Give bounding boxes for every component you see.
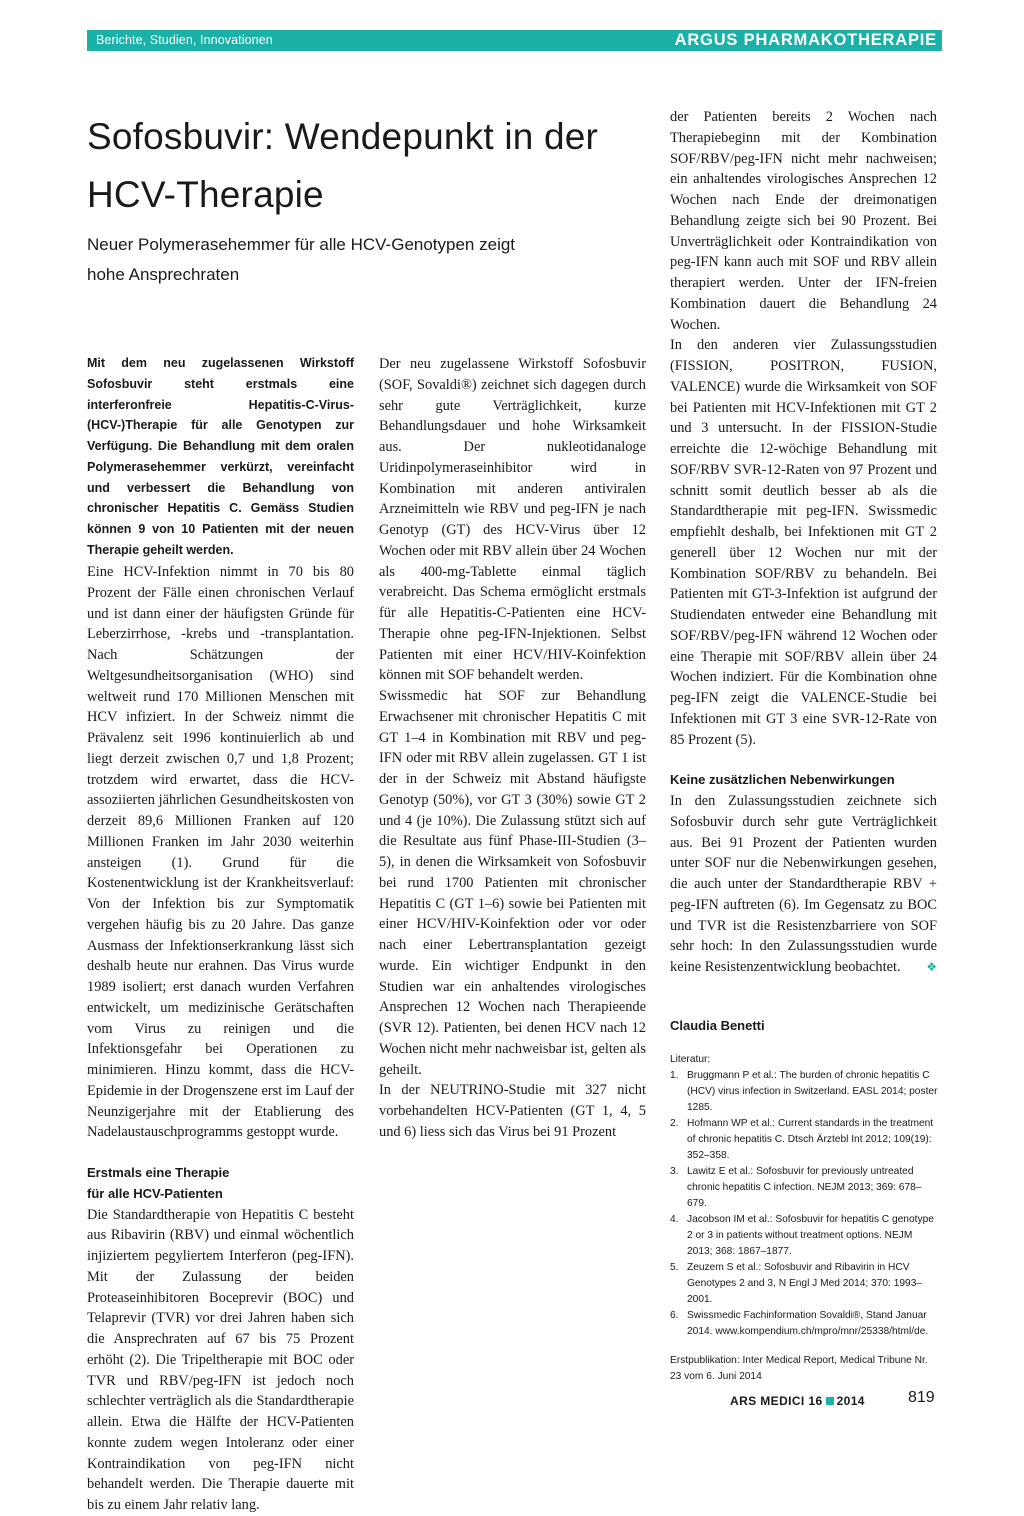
reference-item [670, 1212, 940, 1260]
subheading-block [670, 770, 937, 791]
reference-text: Lawitz E et al.: Sofosbuvir for previously untreated chronic hepatitis C infection. NEJM 2013; 369: 678–679. [687, 1166, 922, 1209]
subheading-block [87, 1163, 354, 1205]
subheading-line: Erstmals eine Therapie [87, 1165, 230, 1180]
body-paragraph: Der neu zugelassene Wirkstoff Sofosbuvir (SOF, Sovaldi®) zeichnet sich dagegen durch sehr gute Verträglichkeit, kurze Behandlungsdauer und hohe Wirksamkeit aus. Der nukleotidanaloge Uridinpolymeraseinhibitor wird in Kombination mit anderen antiviralen Arzneimitteln wie RBV und peg-IFN je nach Genotyp (GT) des HCV-Virus über 12 Wochen oder mit RBV allein über 24 Wochen als 400-mg-Tablette einmal täglich verabreicht. Das Schema ermöglicht erstmals für alle Hepatitis-C-Patienten eine HCV-Therapie ohne peg-IFN-Injektionen. Selbst Patienten mit einer HCV/HIV-Koinfektion können mit SOF behandelt werden. [379, 356, 646, 684]
reference-text: Jacobson IM et al.: Sofosbuvir for hepatitis C genotype 2 or 3 in patients without treatment options. NEJM 2013; 368: 1867–1877. [687, 1214, 934, 1257]
article-subtitle: Neuer Polymerasehemmer für alle HCV-Genotypen zeigt hohe Ansprechraten [87, 235, 516, 284]
reference-text: Bruggmann P et al.: The burden of chronic hepatitis C (HCV) virus infection in Switzerland. EASL 2014; poster 1285. [687, 1070, 938, 1113]
body-paragraph: In den anderen vier Zulassungsstudien (FISSION, POSITRON, FUSION, VALENCE) wurde die Wirksamkeit von SOF bei Patienten mit HCV-Infektionen mit GT 2 und 3 untersucht. In der FISSION-Studie erreichte die 12-wöchige Behandlung mit SOF/RBV SVR-12-Raten von 97 Prozent und schnitt somit deutlich besser ab als die Standardtherapie mit peg-IFN. Swissmedic empfiehlt deshalb, bei Infektionen mit GT 2 generell über 12 Wochen nur mit der Kombination SOF/RBV zu behandeln. Bei Patienten mit GT-3-Infektion ist aufgrund der Studiendaten entweder eine Behandlung mit SOF/RBV/peg-IFN während 12 Wochen oder eine Therapie mit SOF/RBV allein über 24 Wochen indiziert. Für die Kombination ohne peg-IFN zeigt die VALENCE-Studie bei Infektionen mit GT 3 eine SVR-12-Rate von 85 Prozent (5). [670, 337, 937, 748]
reference-number: 1. [670, 1070, 679, 1081]
p2-text: Die Standardtherapie von Hepatitis C besteht aus Ribavirin (RBV) und einmal wöchentlich injiziertem pegyliertem Interferon (peg-IFN). Mit der Zulassung der beiden Proteaseinhibitoren Boceprevir (BOC) und Telaprevir (TVR) vor drei Jahren haben sich die Ansprechraten auf 67 bis 75 Prozent erhöht (2). Die Tripeltherapie mit BOC oder TVR und RBV/peg-IFN ist jedoch noch schlechter verträglich als die Standardtherapie allein. Etwa die Hälfte der HCV-Patienten konnte zudem wegen Intoleranz oder einer Kontraindikation von peg-IFN nicht behandelt werden. Die Therapie dauerte mit bis zu einem Jahr relativ lang. [87, 1206, 354, 1513]
reference-number: 5. [670, 1262, 679, 1273]
reference-text: Swissmedic Fachinformation Sovaldi®, Stand Januar 2014. www.kompendium.ch/mpro/mnr/25338/html/de. [687, 1310, 929, 1337]
page-number: 819 [908, 1389, 935, 1406]
references-heading: Literatur: [670, 1054, 711, 1065]
end-mark-icon: ❖ [926, 960, 937, 974]
column-2 [379, 354, 646, 1143]
reference-item [670, 1116, 940, 1164]
section-label: Berichte, Studien, Innovationen [96, 33, 273, 47]
lead-paragraph: Mit dem neu zugelassenen Wirkstoff Sofosbuvir steht erstmals eine interferonfreie Hepatitis-C-Virus-(HCV-)Therapie für alle Genotypen zur Verfügung. Die Behandlung mit dem oralen Polymerasehemmer verkürzt, vereinfacht und verbessert die Behandlung von chronischer Hepatitis C. Gemäss Studien können 9 von 10 Patienten mit der neuen Therapie geheilt werden. [87, 356, 354, 557]
square-bullet-icon [826, 1397, 834, 1405]
reference-item [670, 1068, 940, 1116]
footer-journal: ARS MEDICI 16 [730, 1394, 823, 1408]
reference-item [670, 1164, 940, 1212]
reference-list [670, 1068, 940, 1340]
subheading-line: für alle HCV-Patienten [87, 1185, 223, 1201]
footer-publication [730, 1394, 865, 1408]
p7-text: In den Zulassungsstudien zeichnete sich Sofosbuvir durch sehr gute Verträglichkeit aus. Bei 91 Prozent der Patienten wurden unter SOF nur die Nebenwirkungen gesehen, die auch unter der Standardtherapie RBV + peg-IFN auftreten (6). Im Gegensatz zu BOC und TVR ist die Resistenzbarriere von SOF sehr hoch: In den Zulassungsstudien wurde keine Resistenzentwicklung beobachtet. [670, 793, 937, 975]
column-3 [670, 107, 937, 978]
column-1 [87, 562, 354, 1516]
journal-name: ARGUS PHARMAKOTHERAPIE [674, 31, 937, 49]
first-publication-note: Erstpublikation: Inter Medical Report, Medical Tribune Nr. 23 vom 6. Juni 2014 [670, 1355, 928, 1382]
author-name: Claudia Benetti [670, 1018, 765, 1033]
footer-year: 2014 [836, 1394, 865, 1408]
body-paragraph [670, 791, 937, 978]
reference-number: 6. [670, 1310, 679, 1321]
subheading-line: Keine zusätzlichen Nebenwirkungen [670, 772, 895, 788]
body-paragraph: der Patienten bereits 2 Wochen nach Therapiebeginn mit der Kombination SOF/RBV/peg-IFN nicht mehr nachweisen; ein anhaltendes virologisches Ansprechen 12 Wochen nach Ende der dreimonatigen Behandlung zeigte sich bei 90 Prozent. Bei Unverträglichkeit oder Kontraindikation von peg-IFN kann auch mit SOF und RBV allein therapiert werden. Unter der IFN-freien Kombination dauert die Behandlung 24 Wochen. [670, 109, 937, 333]
body-paragraph: Eine HCV-Infektion nimmt in 70 bis 80 Prozent der Fälle einen chronischen Verlauf und ist dann einer der häufigsten Gründe für Leberzirrhose, -krebs und -transplantation. Nach Schätzungen der Weltgesundheitsorganisation (WHO) sind weltweit rund 170 Millionen Menschen mit HCV infiziert. In der Schweiz nimmt die Prävalenz seit 1996 kontinuierlich ab und liegt derzeit zwischen 0,7 und 1,8 Prozent; trotzdem wird erwartet, dass die HCV-assoziierten jährlichen Gesundheitskosten von derzeit 89,6 Millionen Franken auf 120 Millionen Franken im Jahr 2030 weiterhin ansteigen (1). Grund für die Kostenentwicklung ist der Krankheitsverlauf: Von der Infektion bis zur Symptomatik vergehen häufig bis zu 20 Jahre. Das ganze Ausmass der Infektionserkrankung lässt sich deshalb heute nur erahnen. Das Virus wurde 1989 isoliert; erst danach wurden Verfahren entwickelt, um medizinische Gerätschaften vom Virus zu reinigen und die Infektionsgefahr bei Operationen zu minimieren. Hinzu kommt, dass die HCV-Epidemie in der Drogenszene erst im Lauf der Neunzigerjahre mit der Etablierung des Nadelaustauschprogramms gestoppt wurde. [87, 564, 354, 1141]
reference-item [670, 1260, 940, 1308]
body-paragraph-start [87, 1205, 354, 1516]
reference-number: 2. [670, 1118, 679, 1129]
reference-number: 3. [670, 1166, 679, 1177]
reference-number: 4. [670, 1214, 679, 1225]
body-paragraph: Swissmedic hat SOF zur Behandlung Erwachsener mit chronischer Hepatitis C mit GT 1–4 in Kombination mit RBV und peg-IFN oder mit RBV allein zugelassen. GT 1 ist der in der Schweiz mit Abstand häufigste Genotyp (50%), vor GT 3 (30%) sowie GT 2 und 4 (je 10%). Die Zulassung stützt sich auf die Resultate aus fünf Phase-III-Studien (3–5), in denen die Wirksamkeit von Sofosbuvir bei rund 1700 Patienten mit chronischer Hepatitis C (GT 1–6) sowie bei Patienten mit einer HCV/HIV-Koinfektion oder vor oder nach einer Lebertransplantation gezeigt wurde. Ein wichtiger Endpunkt in den Studien war ein anhaltendes virologisches Ansprechen 12 Wochen nach Therapieende (SVR 12). Patienten, bei denen HCV nach 12 Wochen nicht mehr nachweisbar ist, gelten als geheilt. [379, 688, 646, 1078]
reference-text: Zeuzem S et al.: Sofosbuvir and Ribavirin in HCV Genotypes 2 and 3, N Engl J Med 2014; 370: 1993–2001. [687, 1262, 923, 1305]
references [670, 1052, 940, 1385]
article-title: Sofosbuvir: Wendepunkt in der HCV-Therapie [87, 116, 599, 215]
reference-item [670, 1308, 940, 1340]
header-bar [87, 30, 942, 51]
reference-text: Hofmann WP et al.: Current standards in the treatment of chronic hepatitis C. Dtsch Ärztebl Int 2012; 109(19): 352–358. [687, 1118, 934, 1161]
body-paragraph: In der NEUTRINO-Studie mit 327 nicht vorbehandelten HCV-Patienten (GT 1, 4, 5 und 6) liess sich das Virus bei 91 Prozent [379, 1082, 646, 1140]
